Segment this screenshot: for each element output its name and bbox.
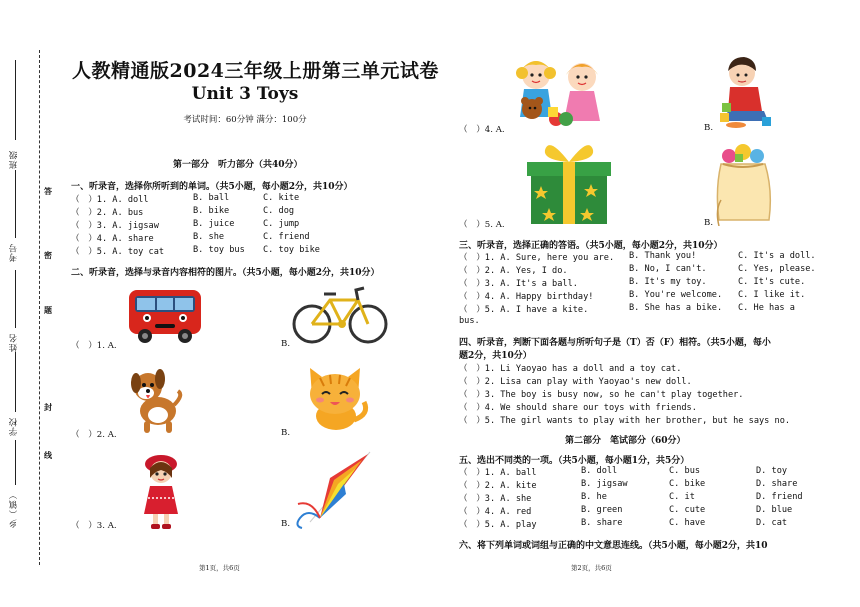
part2-heading: 第二部分 笔试部分（60分）	[565, 436, 686, 446]
girls-with-toys-picture	[512, 53, 608, 129]
question-row	[459, 123, 759, 136]
option-c: C. have	[669, 518, 706, 528]
option-b: B. share	[581, 518, 623, 528]
option-a: （ ）5. A. I have a kite.	[459, 305, 589, 315]
option-a: （ ）4. A. Happy birthday!	[459, 292, 594, 302]
option-b: B. It's my toy.	[629, 277, 707, 287]
option-a: （ ）4. A. share	[71, 234, 154, 244]
question-row	[459, 492, 819, 505]
section2-heading: 二、听录音，选择与录音内容相符的图片。（共5小题，每小题2分，共10分）	[71, 268, 380, 278]
gift-box-picture	[525, 136, 611, 228]
option-d: D. cat	[756, 518, 788, 528]
option-c: C. bus	[669, 466, 701, 476]
field-name-label: 姓名	[9, 333, 19, 352]
question-row	[459, 218, 759, 231]
option-a: （ ）2. A. kite	[459, 481, 537, 491]
option-d: D. friend	[756, 492, 803, 502]
option-b: B.	[281, 339, 291, 349]
option-b: B. green	[581, 505, 623, 515]
seal-char: 封	[44, 402, 52, 412]
option-c: C. toy bike	[263, 245, 320, 255]
page-title: 人教精通版2024三年级上册第三单元试卷	[72, 60, 439, 82]
binding-dashed-line	[39, 50, 40, 565]
option-a: （ ）5. A. toy cat	[71, 247, 165, 257]
question-row	[459, 303, 819, 316]
question-row	[459, 466, 819, 479]
question-row	[459, 264, 819, 277]
question-row	[459, 290, 819, 303]
question-row: （ ）3. The boy is busy now, so he can't play together.	[459, 390, 744, 400]
page-number-left: 第1页，共6页	[199, 564, 240, 572]
option-b: B. No, I can't.	[629, 264, 707, 274]
question-row	[71, 232, 411, 245]
option-b: B.	[704, 123, 714, 133]
field-town-label: 乡（镇）	[9, 490, 19, 528]
question-row: （ ）1. Li Yaoyao has a doll and a toy cat.	[459, 364, 682, 374]
option-c: C. dog	[263, 206, 295, 216]
option-a: （ ）1. A. Sure, here you are.	[459, 253, 615, 263]
question-row	[71, 193, 411, 206]
field-town-line	[15, 440, 16, 485]
option-c: C. jump	[263, 219, 300, 229]
question-row	[71, 219, 411, 232]
option-c: C. it	[669, 492, 695, 502]
option-c: C. cute	[669, 505, 706, 515]
option-b: B. Thank you!	[629, 251, 697, 261]
option-d: D. toy	[756, 466, 788, 476]
toy-bus-picture	[125, 284, 205, 346]
option-a: （ ）3. A.	[71, 521, 117, 531]
kite-picture	[290, 448, 374, 530]
option-b: B. juice	[193, 219, 235, 229]
page-number-right: 第2页，共6页	[571, 564, 612, 572]
exam-time-info: 考试时间：60分钟 满分：100分	[183, 115, 307, 125]
option-c: C. friend	[263, 232, 310, 242]
question-row-wrap: bus.	[459, 316, 480, 326]
option-b: B.	[281, 428, 291, 438]
question-row: （ ）5. The girl wants to play with her brother, but he says no.	[459, 416, 791, 426]
question-row	[71, 428, 311, 441]
option-a: （ ）3. A. she	[459, 494, 532, 504]
bicycle-picture	[290, 282, 390, 346]
option-c: C. bike	[669, 479, 706, 489]
toy-dog-picture	[122, 365, 186, 437]
toy-cat-picture	[296, 362, 372, 434]
option-c: C. He has a	[738, 303, 795, 313]
page-subtitle: Unit 3 Toys	[191, 84, 299, 104]
question-row	[459, 277, 819, 290]
section5-heading: 五、选出不同类的一项。（共5小题，每小题1分，共5分）	[459, 456, 690, 466]
seal-char: 密	[44, 250, 52, 260]
option-c: C. I like it.	[738, 290, 806, 300]
option-b: B. She has a bike.	[629, 303, 723, 313]
field-examno-line	[15, 170, 16, 238]
option-a: （ ）2. A. bus	[71, 208, 144, 218]
boy-with-blocks-picture	[718, 55, 774, 129]
question-row	[71, 206, 411, 219]
question-row	[71, 339, 311, 352]
field-class-label: 班级	[9, 150, 19, 169]
option-b: B. You're welcome.	[629, 290, 723, 300]
option-a: （ ）5. A.	[459, 220, 505, 230]
option-c: C. kite	[263, 193, 300, 203]
option-c: C. Yes, please.	[738, 264, 816, 274]
toy-bag-picture	[711, 140, 775, 226]
option-b: B. jigsaw	[581, 479, 628, 489]
question-row: （ ）2. Lisa can play with Yaoyao's new doll.	[459, 377, 692, 387]
section4-heading-cont: 题2分，共10分）	[459, 351, 532, 361]
section1-heading: 一、听录音，选择你所听到的单词。（共5小题，每小题2分，共10分）	[71, 182, 353, 192]
seal-char: 题	[44, 305, 52, 315]
option-a: （ ）4. A. red	[459, 507, 532, 517]
question-row	[71, 245, 411, 258]
option-c: C. It's cute.	[738, 277, 806, 287]
option-a: （ ）1. A.	[71, 341, 117, 351]
section6-heading: 六、将下列单词或词组与正确的中文意思连线。（共5小题，每小题2分，共10	[459, 541, 768, 551]
question-row	[459, 518, 819, 531]
field-school-line	[15, 352, 16, 412]
option-a: （ ）2. A. Yes, I do.	[459, 266, 568, 276]
section3-heading: 三、听录音，选择正确的答语。（共5小题，每小题2分，共10分）	[459, 241, 723, 251]
option-a: （ ）3. A. jigsaw	[71, 221, 159, 231]
seal-char: 线	[44, 450, 52, 460]
option-a: （ ）5. A. play	[459, 520, 537, 530]
question-row	[459, 479, 819, 492]
option-d: D. blue	[756, 505, 793, 515]
field-name-line	[15, 270, 16, 328]
question-row	[459, 251, 819, 264]
question-row	[71, 519, 311, 532]
option-a: （ ）1. A. ball	[459, 468, 537, 478]
part1-heading: 第一部分 听力部分（共40分）	[173, 160, 303, 170]
question-row: （ ）4. We should share our toys with friends.	[459, 403, 697, 413]
option-b: B. bike	[193, 206, 230, 216]
section4-heading: 四、听录音，判断下面各题与所听句子是（T）否（F）相符。（共5小题，每小	[459, 338, 771, 348]
option-b: B.	[704, 218, 714, 228]
option-a: （ ）2. A.	[71, 430, 117, 440]
option-b: B. doll	[581, 466, 618, 476]
option-a: （ ）1. A. doll	[71, 195, 149, 205]
option-b: B.	[281, 519, 291, 529]
option-b: B. ball	[193, 193, 230, 203]
option-a: （ ）3. A. It's a ball.	[459, 279, 578, 289]
option-b: B. he	[581, 492, 607, 502]
field-school-label: 学校	[9, 417, 19, 436]
option-a: （ ）4. A.	[459, 125, 505, 135]
field-examno-label: 考号	[9, 243, 19, 262]
option-c: C. It's a doll.	[738, 251, 816, 261]
option-d: D. share	[756, 479, 798, 489]
question-row	[459, 505, 819, 518]
seal-char: 答	[44, 186, 52, 196]
option-b: B. she	[193, 232, 225, 242]
option-b: B. toy bus	[193, 245, 245, 255]
